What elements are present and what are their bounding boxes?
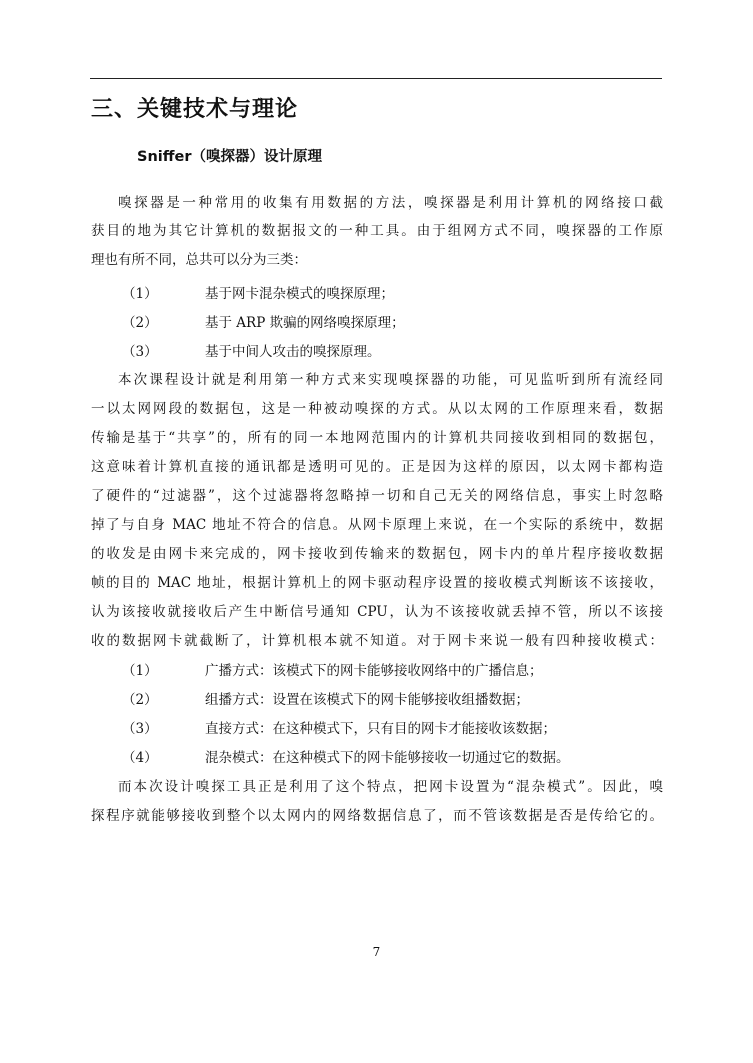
para2-line-8: 帧的目的 MAC 地址，根据计算机上的网卡驱动程序设置的接收模式判断该不该接收， — [91, 575, 663, 591]
list-text: 组播方式：设置在该模式下的网卡能够接收组播数据； — [205, 692, 529, 708]
list2-item-3 — [122, 719, 642, 739]
para2-line-9: 认为该接收就接收后产生中断信号通知 CPU，认为不该接收就丢掉不管，所以不该接 — [91, 604, 663, 620]
para3-line-2: 探程序就能够接收到整个以太网内的网络数据信息了，而不管该数据是否是传给它的。 — [91, 808, 663, 824]
para2-line-4: 这意味着计算机直接的通讯都是透明可见的。正是因为这样的原因，以太网卡都构造 — [91, 459, 663, 475]
section-heading: 三、关键技术与理论 — [91, 97, 299, 122]
list-number: （2） — [122, 315, 158, 331]
list-number: （3） — [122, 721, 158, 737]
list-text: 基于 ARP 欺骗的网络嗅探原理； — [205, 315, 405, 331]
list-number: （1） — [122, 286, 158, 302]
para2-line-5: 了硬件的“过滤器”，这个过滤器将忽略掉一切和自己无关的网络信息，事实上时忽略 — [91, 488, 663, 504]
page-number: 7 — [372, 945, 381, 959]
list-text: 广播方式：该模式下的网卡能够接收网络中的广播信息； — [205, 663, 543, 679]
para3-line-1: 而本次设计嗅探工具正是利用了这个特点，把网卡设置为“混杂模式”。因此，嗅 — [118, 779, 663, 795]
para2-line-2: 一以太网网段的数据包，这是一种被动嗅探的方式。从以太网的工作原理来看，数据 — [91, 401, 663, 417]
list-number: （1） — [122, 663, 158, 679]
para2-line-6: 掉了与自身 MAC 地址不符合的信息。从网卡原理上来说，在一个实际的系统中，数据 — [91, 517, 663, 533]
list-text: 直接方式：在这种模式下，只有目的网卡才能接收该数据； — [205, 721, 556, 737]
para1-line-1: 嗅探器是一种常用的收集有用数据的方法，嗅探器是利用计算机的网络接口截 — [118, 195, 663, 211]
list2-item-1 — [122, 661, 642, 681]
para2-line-10: 收的数据网卡就截断了，计算机根本就不知道。对于网卡来说一般有四种接收模式： — [91, 633, 663, 649]
subsection-heading: Sniffer（嗅探器）设计原理 — [137, 149, 322, 165]
list1-item-1 — [122, 284, 642, 304]
list-number: （4） — [122, 750, 158, 766]
para2-line-3: 传输是基于“共享”的，所有的同一本地网范围内的计算机共同接收到相同的数据包， — [91, 430, 663, 446]
para1-line-3: 理也有所不同，总共可以分为三类： — [91, 252, 307, 268]
para2-line-7: 的收发是由网卡来完成的，网卡接收到传输来的数据包，网卡内的单片程序接收数据 — [91, 546, 663, 562]
list-number: （3） — [122, 344, 158, 360]
list2-item-4 — [122, 748, 642, 768]
list-text: 混杂模式：在这种模式下的网卡能够接收一切通过它的数据。 — [205, 750, 570, 766]
para1-line-2: 获目的地为其它计算机的数据报文的一种工具。由于组网方式不同，嗅探器的工作原 — [91, 223, 663, 239]
para2-line-1: 本次课程设计就是利用第一种方式来实现嗅探器的功能，可见监听到所有流经同 — [118, 372, 663, 388]
list1-item-3 — [122, 342, 642, 362]
list-text: 基于网卡混杂模式的嗅探原理； — [205, 286, 394, 302]
header-rule — [90, 78, 662, 79]
list2-item-2 — [122, 690, 642, 710]
list-number: （2） — [122, 692, 158, 708]
list1-item-2 — [122, 313, 642, 333]
list-text: 基于中间人攻击的嗅探原理。 — [205, 344, 381, 360]
